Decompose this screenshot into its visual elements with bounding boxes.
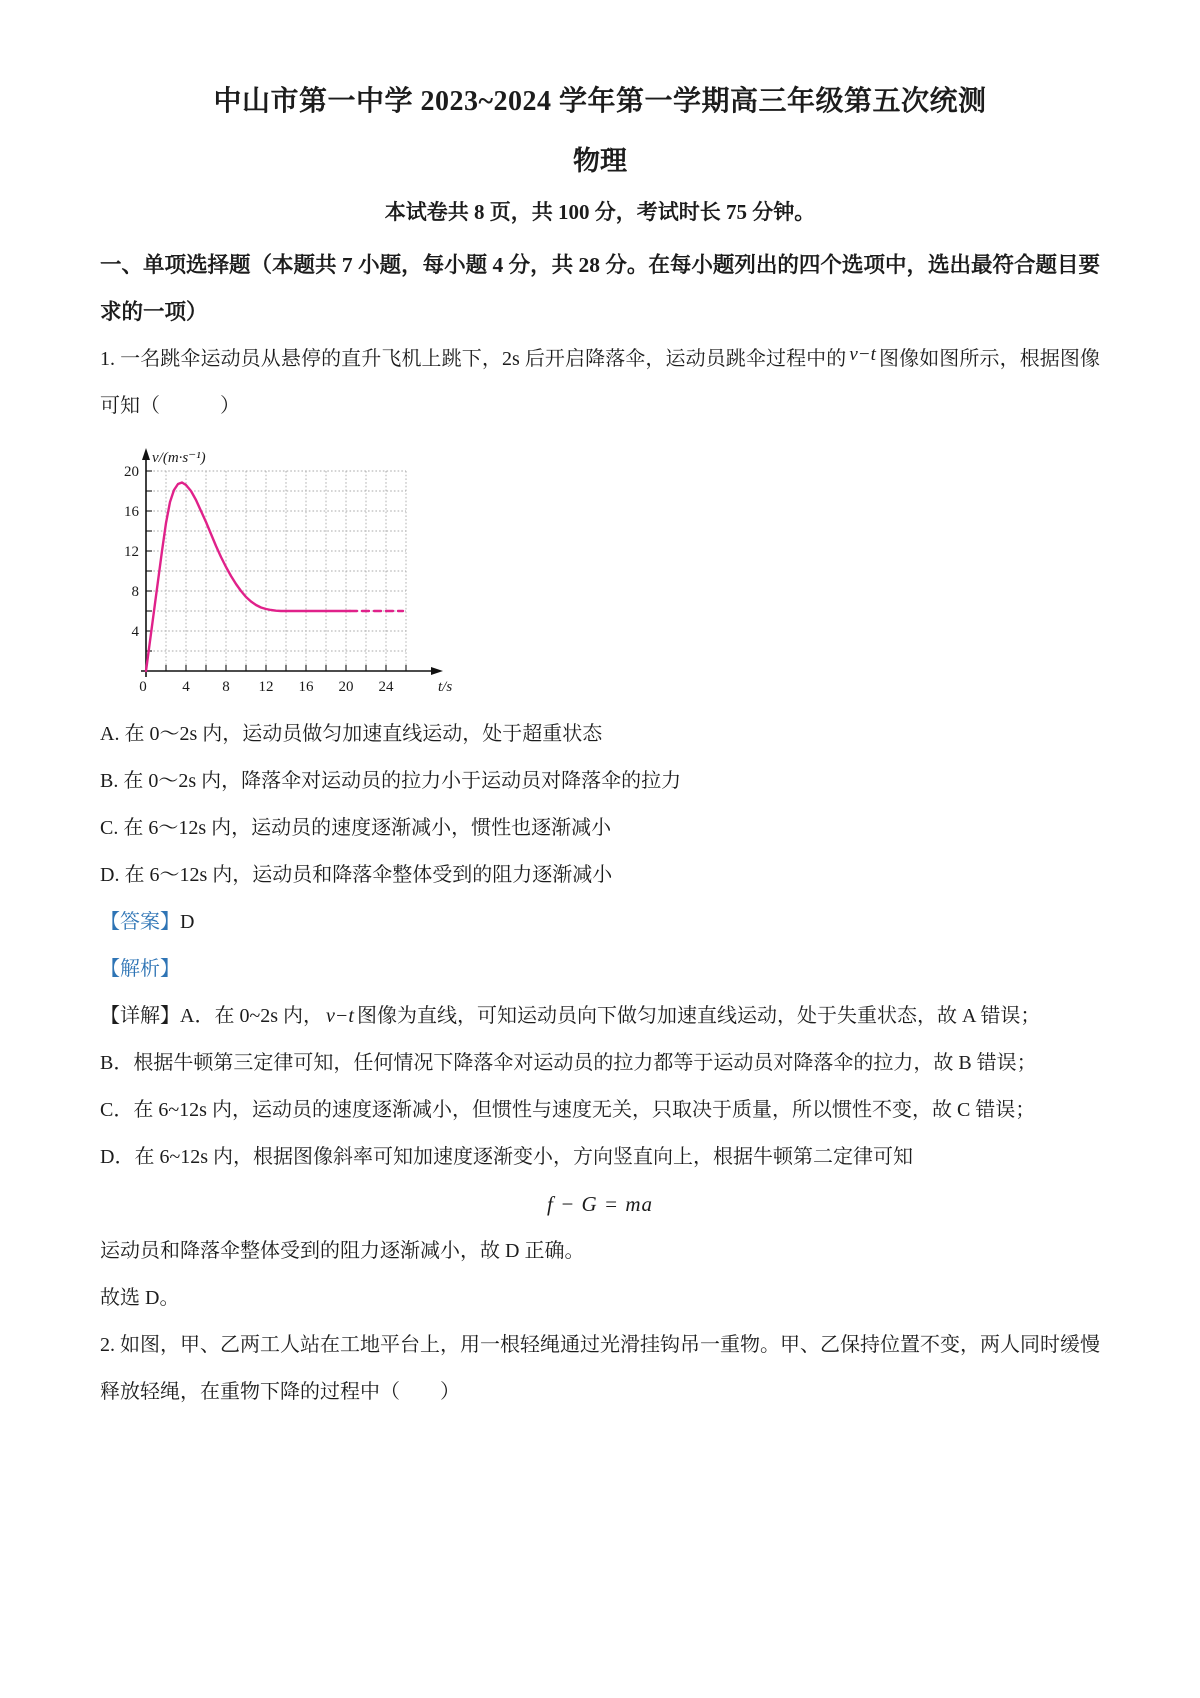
svg-text:16: 16 — [124, 503, 139, 520]
question-1-stem-post: 图像如图所示，根据图像可知（ ） — [100, 347, 1100, 417]
svg-text:20: 20 — [338, 678, 354, 695]
svg-text:8: 8 — [222, 678, 230, 695]
svg-text:16: 16 — [298, 678, 314, 695]
analysis-line — [100, 946, 1100, 993]
question-1-option-a: A. 在 0～2s 内，运动员做匀加速直线运动，处于超重状态 — [100, 722, 603, 745]
vt-inline-math-detail: v−t — [326, 1004, 354, 1027]
svg-text:20: 20 — [124, 463, 139, 480]
svg-text:t/s: t/s — [438, 678, 453, 695]
vt-graph — [106, 446, 1100, 705]
vt-graph-svg — [106, 446, 466, 700]
question-2-stem: 2. 如图，甲、乙两工人站在工地平台上，用一根轻绳通过光滑挂钩吊一重物。甲、乙保持位置不变，两人同时缓慢释放轻绳，在重物下降的过程中（ ） — [100, 1333, 1100, 1403]
answer-label: 【答案】 — [100, 910, 180, 933]
question-1-option-d: D. 在 6～12s 内，运动员和降落伞整体受到的阻力逐渐减小 — [100, 863, 613, 886]
analysis-label: 【解析】 — [100, 957, 180, 980]
question-1-option-c: C. 在 6～12s 内，运动员的速度逐渐减小，惯性也逐渐减小 — [100, 816, 612, 839]
answer-line — [100, 899, 1100, 946]
detail-label: 【详解】 — [100, 1004, 180, 1027]
subject-title: 物理 — [573, 146, 627, 176]
detail-conclusion: 故选 D。 — [100, 1286, 180, 1309]
detail-a-post: 图像为直线，可知运动员向下做匀加速直线运动，处于失重状态，故 A 错误； — [356, 1004, 1041, 1027]
svg-text:12: 12 — [124, 543, 139, 560]
svg-text:24: 24 — [378, 678, 394, 695]
detail-line-b: B．根据牛顿第三定律可知，任何情况下降落伞对运动员的拉力都等于运动员对降落伞的拉力，故 B 错误； — [100, 1051, 1037, 1074]
exam-info: 本试卷共 8 页，共 100 分，考试时长 75 分钟。 — [384, 200, 816, 225]
svg-text:4: 4 — [182, 678, 190, 695]
answer-value: D — [180, 910, 195, 933]
question-1-stem — [100, 336, 1100, 430]
question-1-stem-pre: 1. 一名跳伞运动员从悬停的直升飞机上跳下，2s 后开启降落伞，运动员跳伞过程中的 — [100, 347, 847, 370]
question-1-option-b: B. 在 0～2s 内，降落伞对运动员的拉力小于运动员对降落伞的拉力 — [100, 769, 682, 792]
section-heading: 一、单项选择题（本题共 7 小题，每小题 4 分，共 28 分。在每小题列出的四个选项中，选出最符合题目要求的一项） — [100, 252, 1100, 324]
page-title: 中山市第一中学 2023~2024 学年第一学期高三年级第五次统测 — [213, 86, 987, 117]
detail-line-d: D．在 6~12s 内，根据图像斜率可知加速度逐渐变小，方向竖直向上，根据牛顿第二定律可知 — [100, 1145, 914, 1168]
svg-text:12: 12 — [258, 678, 274, 695]
detail-line-c: C．在 6~12s 内，运动员的速度逐渐减小，但惯性与速度无关，只取决于质量，所以惯性不变，故 C 错误； — [100, 1098, 1036, 1121]
svg-text:0: 0 — [139, 678, 147, 695]
vt-inline-math: v−t — [849, 343, 876, 365]
svg-text:8: 8 — [131, 583, 139, 600]
detail-line-a — [100, 993, 1100, 1040]
detail-a-pre: A．在 0~2s 内， — [180, 1004, 324, 1027]
svg-text:4: 4 — [131, 623, 139, 640]
newton-second-law-formula: f − G = ma — [546, 1191, 653, 1216]
detail-line-d-end: 运动员和降落伞整体受到的阻力逐渐减小，故 D 正确。 — [100, 1239, 585, 1262]
svg-text:v/(m·s⁻¹): v/(m·s⁻¹) — [152, 449, 206, 466]
